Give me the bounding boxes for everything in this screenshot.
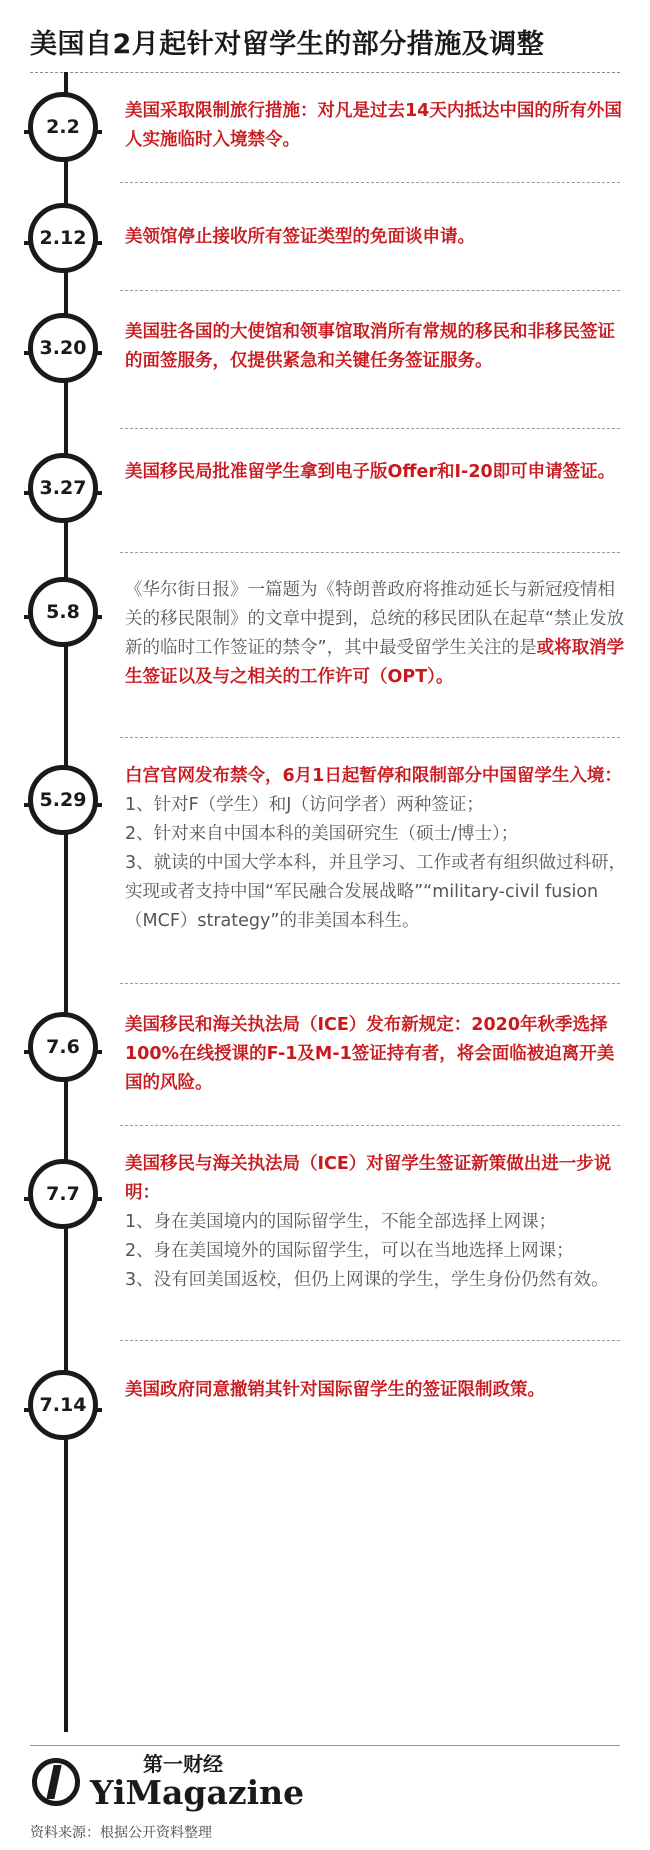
event-item: 2、身在美国境外的国际留学生，可以在当地选择上网课； bbox=[125, 1241, 574, 1261]
event-headline: 白宫官网发布禁令，6月1日起暂停和限制部分中国留学生入境： bbox=[125, 766, 622, 786]
event-text bbox=[125, 223, 627, 252]
date-circle bbox=[28, 577, 98, 647]
brand-chinese: 第一财经 bbox=[143, 1752, 223, 1776]
event-headline: 美国政府同意撤销其针对国际留学生的签证限制政策。 bbox=[125, 1380, 545, 1400]
event-item: 1、身在美国境内的国际留学生，不能全部选择上网课； bbox=[125, 1212, 557, 1232]
event-date: 7.6 bbox=[46, 1036, 80, 1058]
event-separator bbox=[120, 290, 620, 291]
event-text bbox=[125, 318, 627, 376]
event-text bbox=[125, 576, 627, 692]
date-circle bbox=[28, 765, 98, 835]
event-date: 2.2 bbox=[46, 116, 80, 138]
date-circle bbox=[28, 203, 98, 273]
event-headline: 美国移民和海关执法局（ICE）发布新规定：2020年秋季选择100%在线授课的F-1及M-1签证持有者，将会面临被迫离开美国的风险。 bbox=[125, 1015, 615, 1093]
event-separator bbox=[120, 428, 620, 429]
event-highlight: 或将取消学生签证以及与之相关的工作许可（OPT）。 bbox=[125, 638, 625, 687]
date-circle bbox=[28, 1370, 98, 1440]
title-divider bbox=[30, 72, 620, 73]
event-item: 3、没有回美国返校，但仍上网课的学生，学生身份仍然有效。 bbox=[125, 1270, 609, 1290]
event-headline: 美领馆停止接收所有签证类型的免面谈申请。 bbox=[125, 227, 475, 247]
date-circle bbox=[28, 92, 98, 162]
event-date: 7.7 bbox=[46, 1183, 80, 1205]
event-item: 3、就读的中国大学本科，并且学习、工作或者有组织做过科研，实现或者支持中国“军民融合发展战略”“military-civil fusion（MCF）strategy”的非美国本科生。 bbox=[125, 853, 627, 931]
event-headline: 美国驻各国的大使馆和领事馆取消所有常规的移民和非移民签证的面签服务，仅提供紧急和关键任务签证服务。 bbox=[125, 322, 615, 371]
event-text bbox=[125, 97, 627, 155]
source-note: 资料来源：根据公开资料整理 bbox=[30, 1825, 212, 1841]
event-date: 3.20 bbox=[39, 337, 87, 359]
event-separator bbox=[120, 182, 620, 183]
event-headline: 美国采取限制旅行措施：对凡是过去14天内抵达中国的所有外国人实施临时入境禁令。 bbox=[125, 101, 622, 150]
footer-divider bbox=[30, 1745, 620, 1746]
date-circle bbox=[28, 1159, 98, 1229]
event-date: 5.8 bbox=[46, 601, 80, 623]
event-date: 2.12 bbox=[39, 227, 87, 249]
event-date: 5.29 bbox=[39, 789, 87, 811]
event-headline: 美国移民局批准留学生拿到电子版Offer和I-20即可申请签证。 bbox=[125, 462, 616, 482]
brand-english: YiMagazine bbox=[90, 1773, 305, 1812]
event-date: 3.27 bbox=[39, 477, 87, 499]
event-text bbox=[125, 1150, 627, 1295]
page-title: 美国自2月起针对留学生的部分措施及调整 bbox=[30, 29, 545, 60]
event-text bbox=[125, 458, 627, 487]
event-separator bbox=[120, 737, 620, 738]
event-headline: 美国移民与海关执法局（ICE）对留学生签证新策做出进一步说明： bbox=[125, 1154, 612, 1203]
event-text bbox=[125, 1011, 627, 1098]
event-separator bbox=[120, 1125, 620, 1126]
date-circle bbox=[28, 313, 98, 383]
event-item: 2、针对来自中国本科的美国研究生（硕士/博士）； bbox=[125, 824, 519, 844]
event-separator bbox=[120, 983, 620, 984]
event-item: 1、针对F（学生）和J（访问学者）两种签证； bbox=[125, 795, 484, 815]
date-circle bbox=[28, 1012, 98, 1082]
event-body: 《华尔街日报》一篇题为《特朗普政府将推动延长与新冠疫情相关的移民限制》的文章中提到，总统的移民团队在起草“禁止发放新的临时工作签证的禁令”，其中最受留学生关注的是 bbox=[125, 580, 625, 658]
date-circle bbox=[28, 453, 98, 523]
event-separator bbox=[120, 1340, 620, 1341]
event-separator bbox=[120, 552, 620, 553]
event-text bbox=[125, 1376, 627, 1405]
event-text bbox=[125, 762, 627, 936]
event-date: 7.14 bbox=[39, 1394, 87, 1416]
